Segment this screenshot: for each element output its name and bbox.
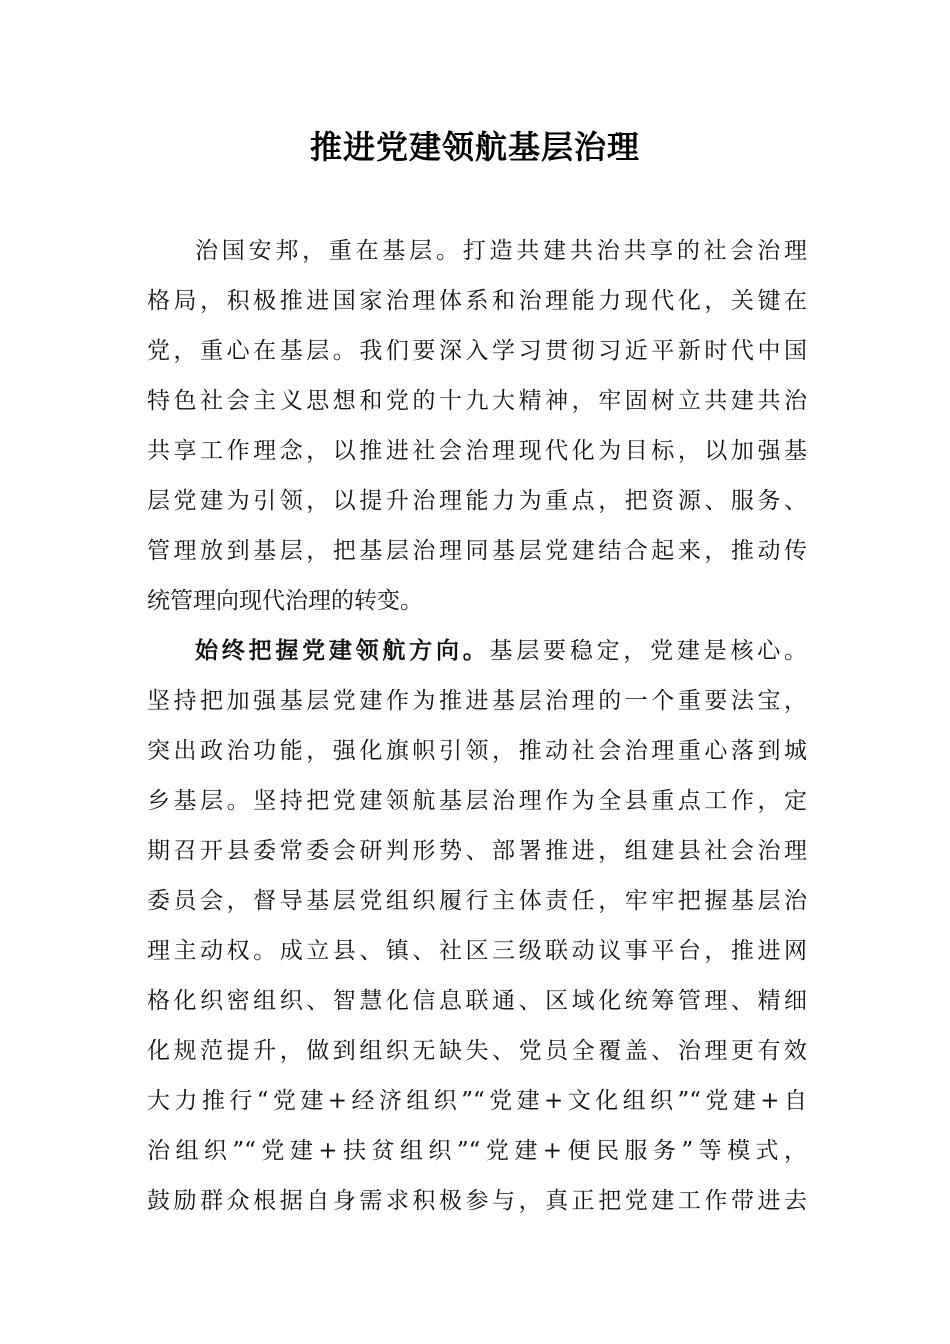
- paragraph-1-line-4: 特色社会主义思想和党的十九大精神，牢固树立共建共治: [147, 388, 807, 414]
- paragraph-1-line-5: 共享工作理念，以推进社会治理现代化为目标，以加强基: [147, 438, 807, 464]
- paragraph-2-line-2: 坚持把加强基层党建作为推进基层治理的一个重要法宝，: [147, 688, 807, 714]
- document-title: 推进党建领航基层治理: [309, 128, 640, 166]
- document-body: [147, 226, 807, 1226]
- paragraph-2-line-5: 期召开县委常委会研判形势、部署推进，组建县社会治理: [147, 838, 807, 864]
- paragraph-2-line-3: 突出政治功能，强化旗帜引领，推动社会治理重心落到城: [147, 738, 807, 764]
- paragraph-2-line-11: 治组织”“党建+扶贫组织”“党建+便民服务”等模式，: [147, 1138, 807, 1164]
- paragraph-2-line-7: 理主动权。成立县、镇、社区三级联动议事平台，推进网: [147, 938, 807, 964]
- paragraph-1-line-6: 层党建为引领，以提升治理能力为重点，把资源、服务、: [147, 488, 807, 514]
- paragraph-2-line-1: [147, 626, 807, 676]
- paragraph-1-line-8: 统管理向现代治理的转变。: [147, 588, 423, 614]
- paragraph-1-line-3: 党，重心在基层。我们要深入学习贯彻习近平新时代中国: [147, 338, 807, 364]
- paragraph-2-line-9: 化规范提升，做到组织无缺失、党员全覆盖、治理更有效: [147, 1038, 807, 1064]
- paragraph-1-line-2: 格局，积极推进国家治理体系和治理能力现代化，关键在: [147, 288, 807, 314]
- section-lead-heading: 始终把握党建领航方向。: [195, 638, 490, 664]
- paragraph-2-line-4: 乡基层。坚持把党建领航基层治理作为全县重点工作，定: [147, 788, 807, 814]
- paragraph-1-line-7: 管理放到基层，把基层治理同基层党建结合起来，推动传: [147, 538, 807, 564]
- paragraph-2-line-6: 委员会，督导基层党组织履行主体责任，牢牢把握基层治: [147, 888, 807, 914]
- paragraph-2-line-8: 格化织密组织、智慧化信息联通、区域化统筹管理、精细: [147, 988, 807, 1014]
- paragraph-2-line-1-text: 基层要稳定，党建是核心。: [489, 638, 808, 664]
- paragraph-1-line-1: 治国安邦，重在基层。打造共建共治共享的社会治理: [195, 238, 807, 264]
- paragraph-2-line-10: 大力推行“党建+经济组织”“党建+文化组织”“党建+自: [147, 1088, 807, 1114]
- paragraph-2-line-12: 鼓励群众根据自身需求积极参与，真正把党建工作带进去: [147, 1188, 807, 1214]
